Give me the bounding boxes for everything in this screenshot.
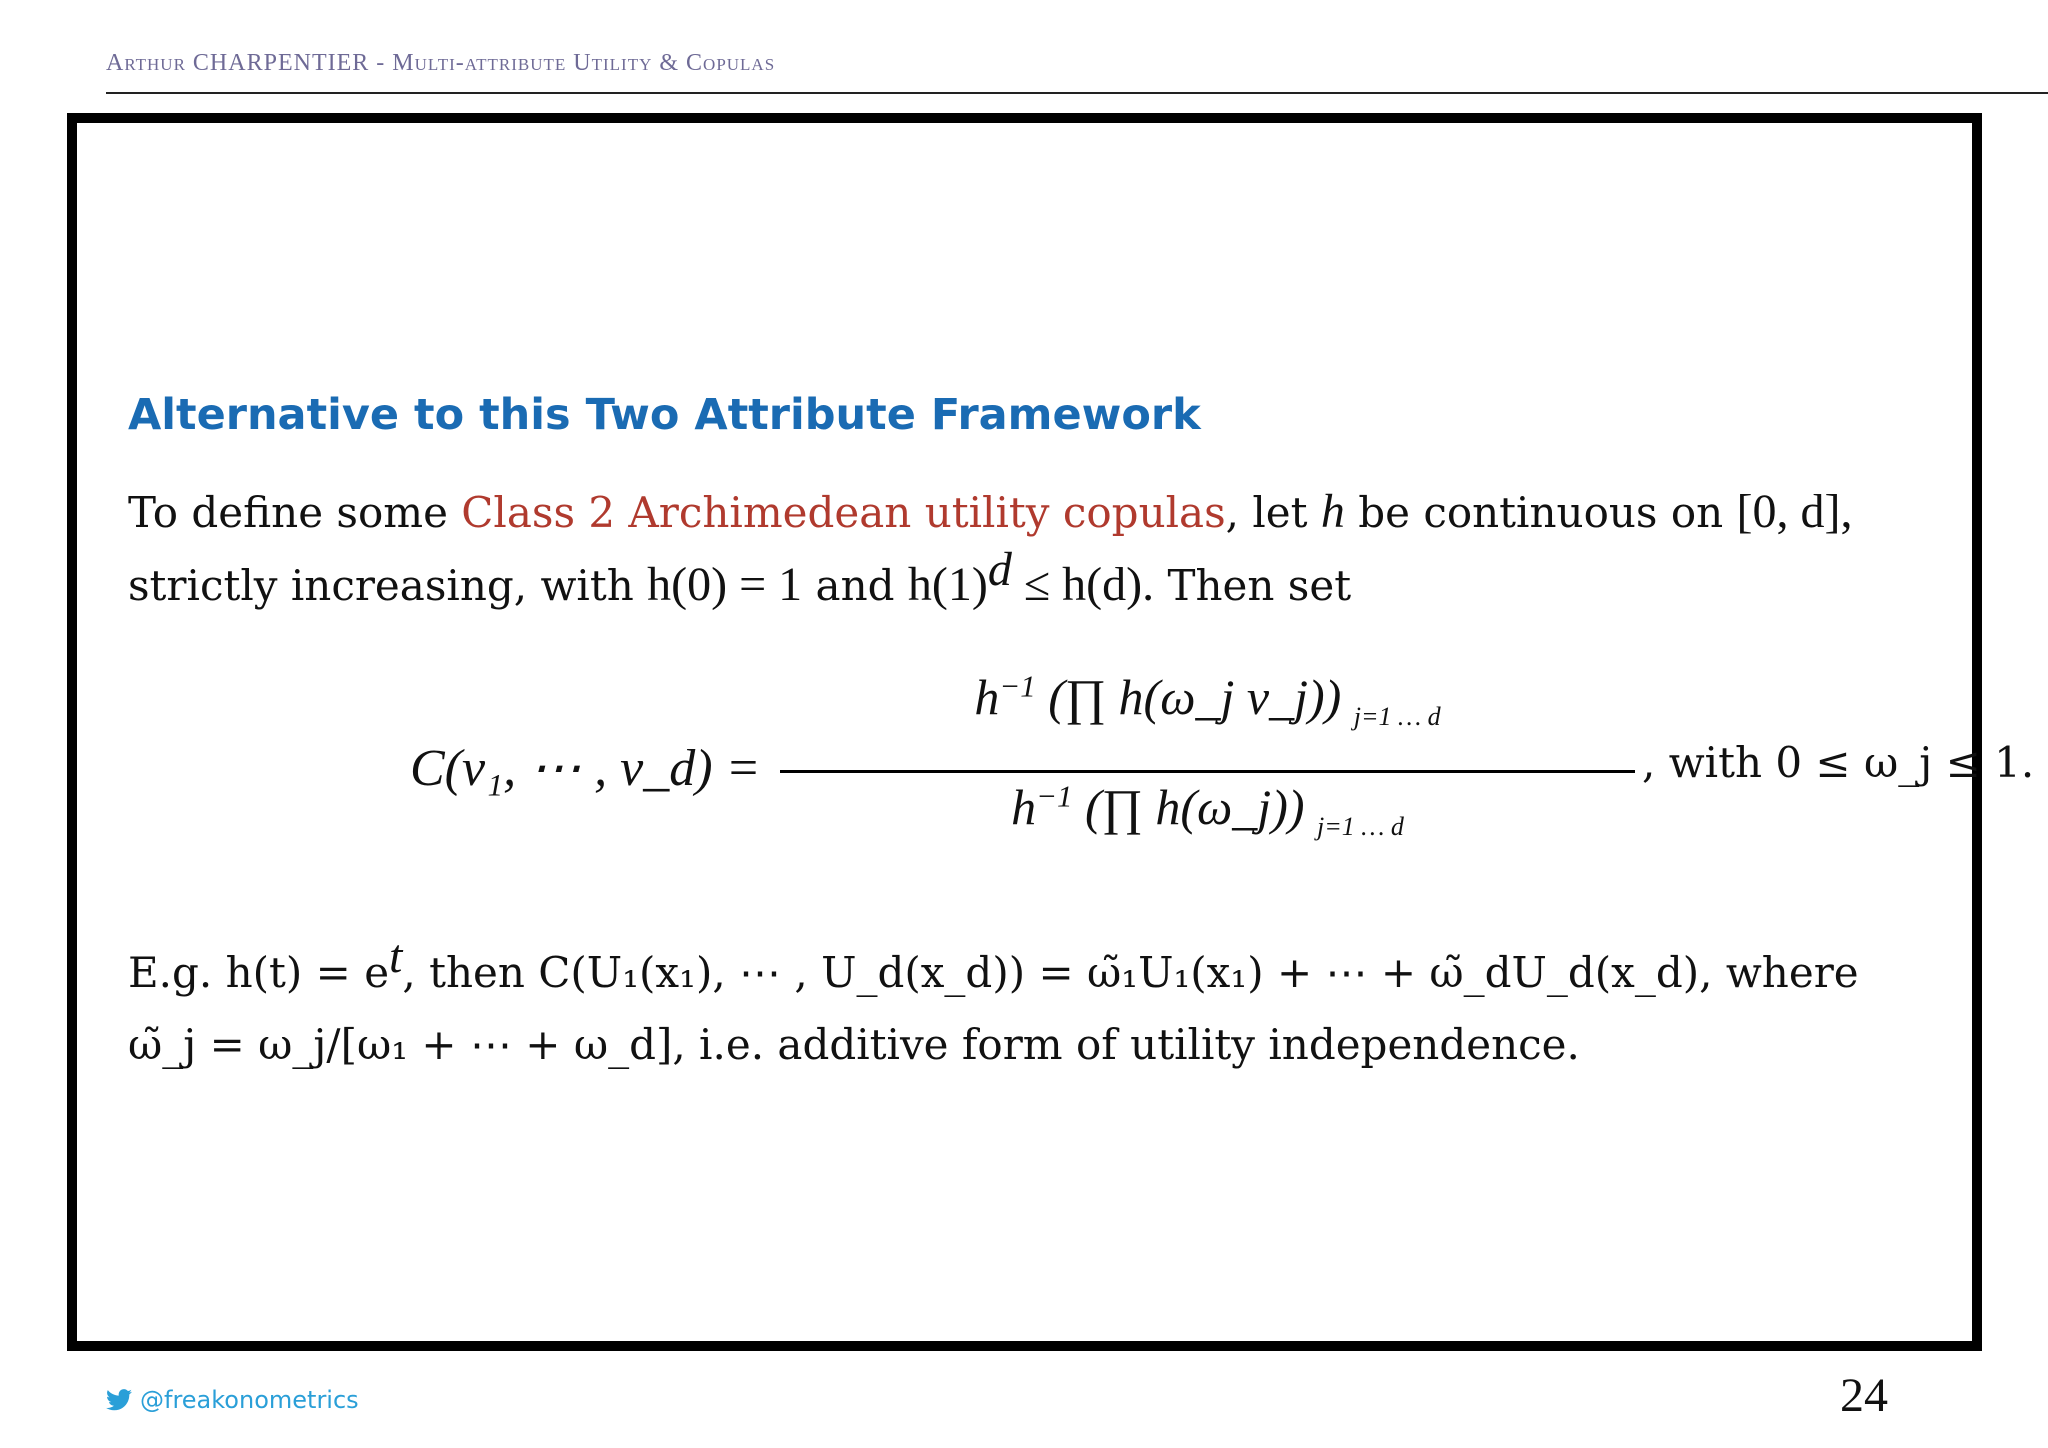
twitter-handle-text: @freakonometrics <box>140 1386 359 1414</box>
running-header: Arthur CHARPENTIER - Multi-attribute Utility & Copulas <box>106 50 776 76</box>
highlight-term: Class 2 Archimedean utility copulas <box>461 488 1226 537</box>
equation-rhs: , with 0 ≤ ω_j ≤ 1. <box>1642 738 2035 787</box>
display-equation <box>410 660 2035 880</box>
fraction-denominator: $h^{-1}$ (∏ h(ω_j)) $_{j=1 \dots d}$ <box>1011 778 1404 841</box>
page-number: 24 <box>1840 1369 1888 1422</box>
example-line-1: E.g. $h(t) = e^t$, then C(U₁(x₁), ⋯ , U_d(x_d)) = ω̃₁U₁(x₁) + ⋯ + ω̃_dU_d(x_d), where <box>128 930 1859 997</box>
slide-title: Alternative to this Two Attribute Framework <box>128 390 1201 440</box>
definition-line-1: To define some Class 2 Archimedean utility copulas, let h be continuous on [0, d], <box>128 485 1853 538</box>
definition-paragraph <box>128 476 1852 622</box>
example-line-2: ω̃_j = ω_j/[ω₁ + ⋯ + ω_d], i.e. additive form of utility independence. <box>128 1020 1580 1069</box>
header-rule <box>106 92 2048 94</box>
twitter-bird-icon <box>106 1389 132 1411</box>
equation-lhs: C(v₁, ⋯ , v_d) = <box>410 740 761 797</box>
fraction-numerator: $h^{-1}$ (∏ h(ω_j v_j)) $_{j=1 \dots d}$ <box>974 668 1441 731</box>
twitter-handle[interactable] <box>106 1386 359 1414</box>
definition-line-2: strictly increasing, with h(0) = 1 and $h(1)^d \le h(d)$. Then set <box>128 543 1352 611</box>
equation-fraction <box>780 660 1635 880</box>
example-paragraph <box>128 930 1859 1081</box>
fraction-bar <box>780 770 1635 773</box>
